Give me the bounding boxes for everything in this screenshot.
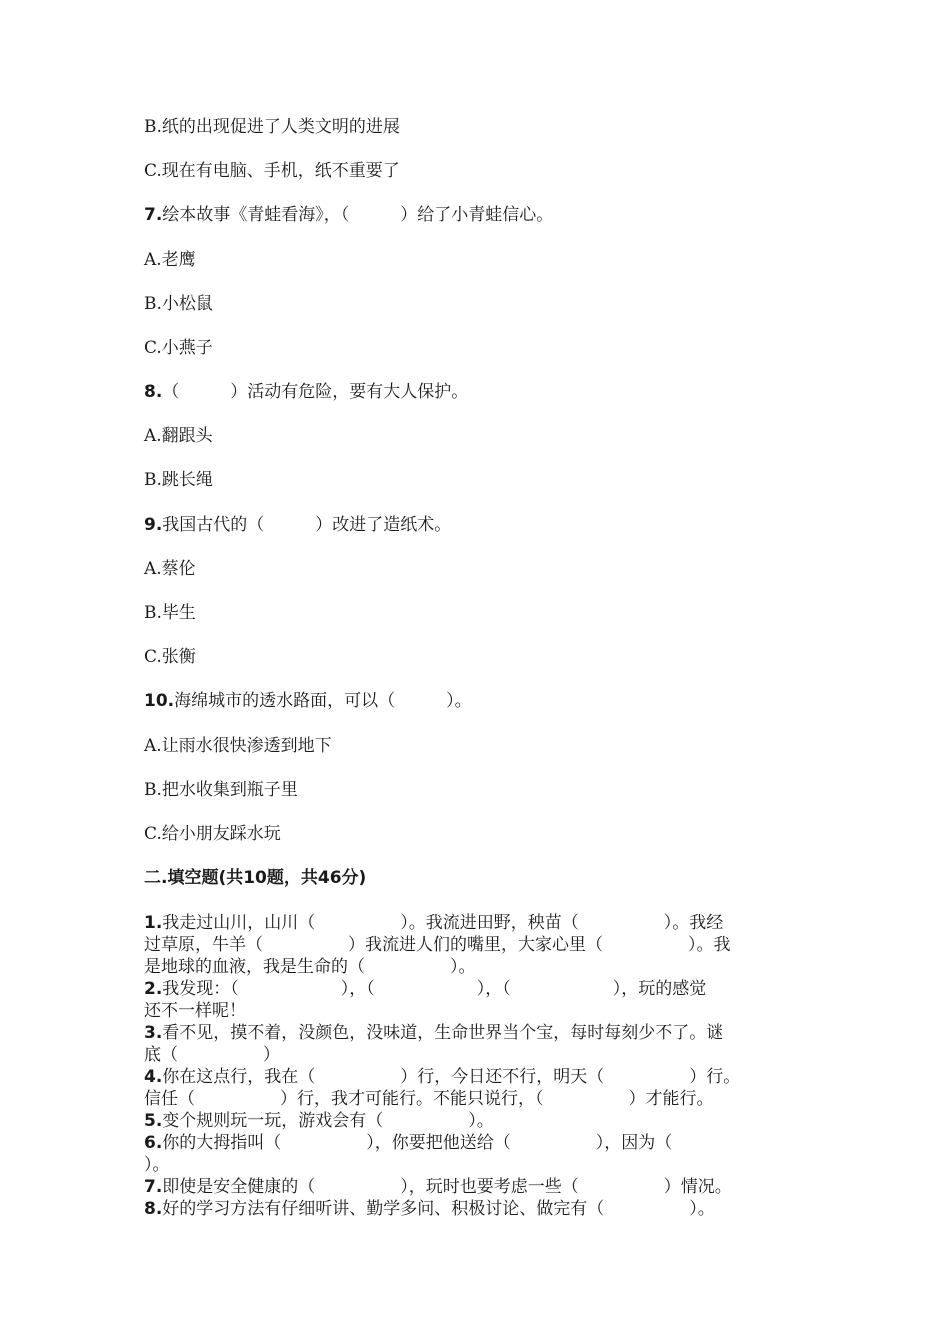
question-8 (144, 381, 814, 403)
option-line: B.跳长绳 (144, 470, 213, 490)
question-number: 10. (144, 691, 175, 711)
fill-line (144, 1110, 814, 1132)
fill-line (144, 978, 814, 1000)
question-number: 9. (144, 515, 163, 535)
question-text: 我发现：（ ），（ ），（ ），玩的感觉 (162, 979, 707, 999)
option-line: C.张衡 (144, 647, 196, 667)
fill-line (144, 912, 814, 934)
option-line: B.把水收集到瓶子里 (144, 780, 298, 800)
fill-line (144, 1132, 814, 1154)
question-text: 绘本故事《青蛙看海》，（ ）给了小青蛙信心。 (162, 205, 554, 225)
question-10 (144, 690, 814, 712)
option-line: B.小松鼠 (144, 294, 213, 314)
option-line: C.给小朋友踩水玩 (144, 824, 281, 844)
question-text: 即使是安全健康的（ ），玩时也要考虑一些（ ）情况。 (162, 1177, 732, 1197)
question-number: 6. (144, 1133, 163, 1153)
section-heading: 二.填空题(共10题，共46分) (144, 868, 367, 888)
fill-line: 信任（ ）行，我才可能行。不能只说行，（ ）才能行。 (144, 1089, 714, 1109)
question-number: 2. (144, 979, 163, 999)
fill-line: 过草原，牛羊（ ）我流进人们的嘴里，大家心里（ ）。我 (144, 935, 731, 955)
question-text: 海绵城市的透水路面，可以（ ）。 (174, 691, 472, 711)
question-number: 3. (144, 1023, 163, 1043)
fill-line: ）。 (144, 1155, 170, 1175)
question-number: 8. (144, 1199, 163, 1219)
option-line: B.毕生 (144, 603, 196, 623)
question-text: 好的学习方法有仔细听讲、勤学多问、积极讨论、做完有（ ）。 (162, 1199, 715, 1219)
question-9 (144, 514, 814, 536)
question-text: 变个规则玩一玩，游戏会有（ ）。 (162, 1111, 494, 1131)
fill-line: 是地球的血液，我是生命的（ ）。 (144, 957, 476, 977)
fill-line: 底（ ） (144, 1045, 280, 1065)
fill-line: 还不一样呢！ (144, 1001, 246, 1021)
option-line: A.翻跟头 (144, 426, 213, 446)
question-number: 7. (144, 205, 163, 225)
question-7 (144, 204, 814, 226)
question-text: 你的大拇指叫（ ），你要把他送给（ ），因为（ (162, 1133, 673, 1153)
option-line: B.纸的出现促进了人类文明的进展 (144, 117, 400, 137)
question-text: 看不见，摸不着，没颜色，没味道，生命世界当个宝，每时每刻少不了。谜 (162, 1023, 724, 1043)
question-number: 8. (144, 382, 163, 402)
fill-line (144, 1176, 814, 1198)
question-text: 我国古代的（ ）改进了造纸术。 (162, 515, 452, 535)
option-line: C.小燕子 (144, 338, 213, 358)
option-line: A.老鹰 (144, 250, 196, 270)
option-line: A.蔡伦 (144, 559, 196, 579)
question-number: 4. (144, 1067, 163, 1087)
question-text: （ ）活动有危险，要有大人保护。 (162, 382, 469, 402)
question-text: 我走过山川，山川（ ）。我流进田野，秧苗（ ）。我经 (162, 913, 724, 933)
question-number: 1. (144, 913, 163, 933)
question-number: 5. (144, 1111, 163, 1131)
fill-line (144, 1022, 814, 1044)
question-number: 7. (144, 1177, 163, 1197)
fill-line (144, 1066, 814, 1088)
question-text: 你在这点行，我在（ ）行，今日还不行，明天（ ）行。 (162, 1067, 741, 1087)
fill-line (144, 1198, 814, 1220)
option-line: C.现在有电脑、手机，纸不重要了 (144, 161, 400, 181)
option-line: A.让雨水很快渗透到地下 (144, 736, 332, 756)
